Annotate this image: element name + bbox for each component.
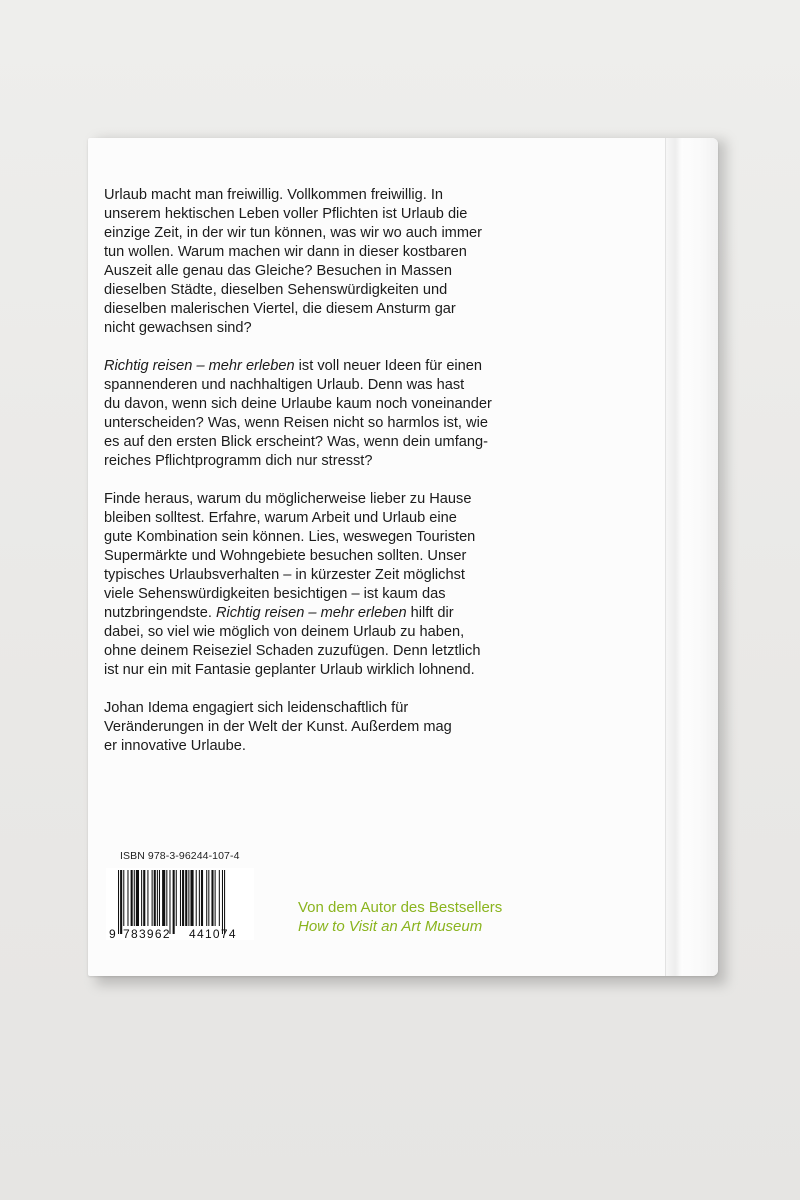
barcode-lead-digit: 9: [109, 927, 116, 940]
blurb-paragraph-1: Urlaub macht man freiwillig. Vollkommen freiwillig. In unserem hektischen Leben voller Pflichten ist Urlaub die einzige Zeit, in der wir tun können, was wir wo auch immer tun wollen. Warum machen wir dann in dieser kostbaren Auszeit alle genau das Gleiche? Besuchen in Massen dieselben Städte, dieselben Sehenswürdigkeiten und dieselben malerischen Viertel, die diesem Ansturm gar nicht gewachsen sind?: [104, 187, 482, 336]
barcode-bar: [131, 870, 133, 926]
barcode-bar: [173, 870, 175, 934]
barcode-bar: [154, 870, 156, 926]
barcode-bar: [224, 870, 225, 934]
blurb-paragraph-3: [104, 490, 514, 680]
barcode-bar: [143, 870, 145, 926]
barcode-bar: [157, 870, 158, 926]
blurb-paragraph-2-text: ist voll neuer Ideen für einen spannenderen und nachhaltigen Urlaub. Denn was hast du davon, wenn sich deine Urlaube kaum noch voneinander unterscheiden? Was, wenn Reisen nicht so harmlos ist, wie es auf den ersten Blick erscheint? Was, wenn dein umfang- reiches Pflichtprogramm dich nur stresst?: [104, 358, 492, 469]
blurb-text: [104, 186, 514, 775]
tagline-line-1: Von dem Autor des Bestsellers: [298, 899, 503, 916]
book-back-cover: [88, 138, 718, 976]
barcode-bar: [211, 870, 213, 926]
book-title-italic-2: Richtig reisen – mehr erleben: [215, 605, 407, 621]
barcode-bar: [162, 870, 165, 926]
book-spine: [665, 138, 718, 976]
barcode-bar: [188, 870, 189, 926]
barcode-bar: [134, 870, 135, 926]
barcode-bar: [127, 870, 128, 926]
barcode-bar: [166, 870, 167, 926]
barcode-bar: [141, 870, 142, 926]
barcode-bar: [185, 870, 187, 926]
barcode-bar: [215, 870, 216, 926]
book-title-italic: Richtig reisen – mehr erleben: [104, 358, 295, 374]
barcode-bar: [152, 870, 153, 926]
isbn-label: ISBN 978-3-96244-107-4: [120, 850, 240, 862]
barcode-bar: [182, 870, 184, 926]
barcode-bar: [190, 870, 193, 926]
barcode-bar: [219, 870, 220, 926]
barcode-bar: [201, 870, 203, 926]
barcode-bar: [199, 870, 200, 926]
barcode-bar: [159, 870, 160, 926]
barcode-bar: [120, 870, 122, 934]
barcode-bar: [176, 870, 177, 926]
barcode-bar: [222, 870, 223, 934]
barcode-digits-right: 441074: [189, 927, 237, 940]
barcode-bar: [136, 870, 139, 926]
barcode-bar: [196, 870, 197, 926]
barcode-digits-left: 783962: [123, 927, 171, 940]
tagline: [298, 898, 502, 936]
blurb-paragraph-3-text-b: hilft dir dabei, so viel wie möglich von deinem Urlaub zu haben, ohne deinem Reiseziel Schaden zuzufügen. Denn letztlich ist nur ein mit Fantasie geplanter Urlaub wirklich lohnend.: [104, 605, 481, 678]
barcode-bar: [208, 870, 209, 926]
blurb-paragraph-3-text-a: Finde heraus, warum du möglicherweise lieber zu Hause bleiben solltest. Erfahre, warum Arbeit und Urlaub eine gute Kombination sein können. Lies, weswegen Touristen Supermärkte und Wohngebiete besuchen sollten. Unser typisches Urlaubsverhalten – in kürzester Zeit möglichst viele Sehenswürdigkeiten besichtigen – ist kaum das nutzbringendste.: [104, 491, 476, 621]
blurb-paragraph-2: [104, 357, 514, 471]
author-bio: Johan Idema engagiert sich leidenschaftlich für Veränderungen in der Welt der Kunst. Außerdem mag er innovative Urlaube.: [104, 700, 452, 754]
barcode: [106, 868, 254, 940]
barcode-bar: [169, 870, 170, 934]
barcode-bar: [180, 870, 181, 926]
barcode-bar: [118, 870, 119, 934]
barcode-bar: [123, 870, 124, 926]
tagline-book-title: How to Visit an Art Museum: [298, 918, 483, 935]
barcode-bar: [147, 870, 148, 926]
barcode-bar: [206, 870, 207, 926]
